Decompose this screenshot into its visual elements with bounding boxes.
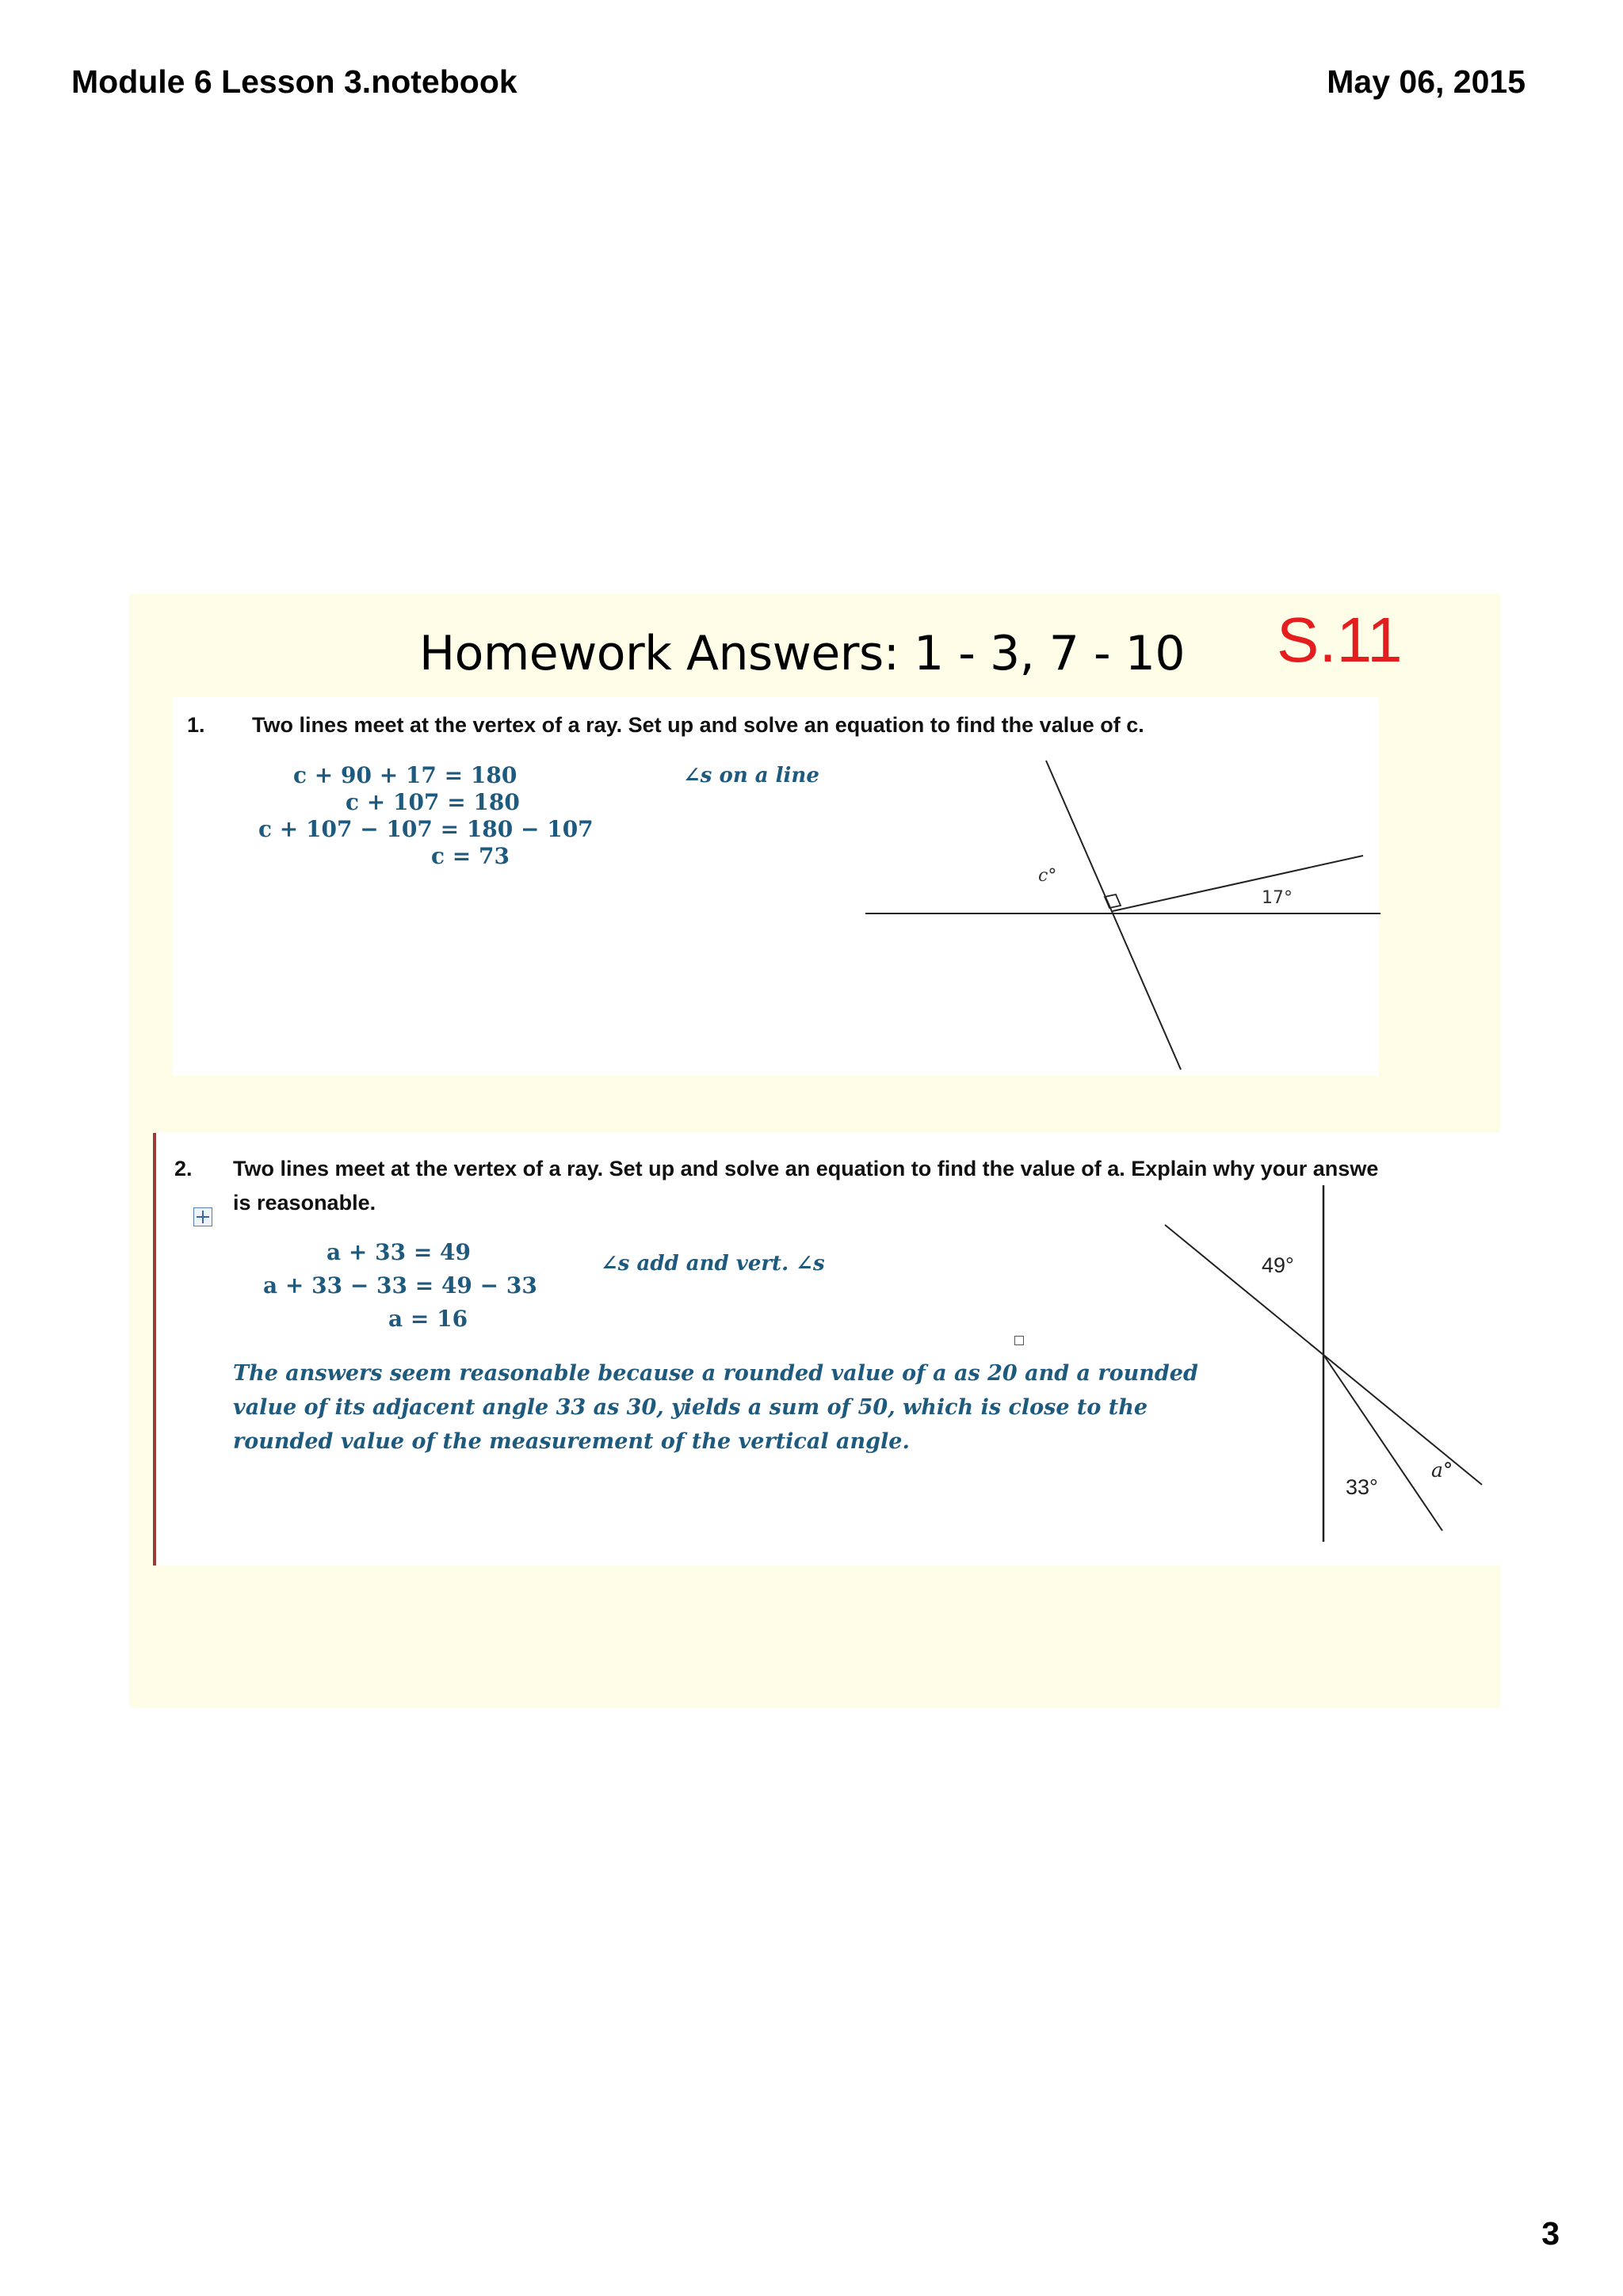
problem-2-text-continued: is reasonable. <box>233 1191 376 1215</box>
small-checkbox-icon <box>1014 1336 1024 1345</box>
problem-2-figure <box>1157 1180 1490 1553</box>
transversal-line <box>1046 761 1181 1070</box>
label-c: c° <box>1038 866 1057 886</box>
problem-1-text: Two lines meet at the vertex of a ray. Set up and solve an equation to find the value of c. <box>252 713 1144 737</box>
label-49: 49° <box>1262 1253 1294 1277</box>
problem-2-equation-1: a + 33 = 49 <box>327 1239 471 1265</box>
ray <box>1113 856 1363 911</box>
label-a: a° <box>1431 1459 1453 1482</box>
problem-2-equation-2: a + 33 − 33 = 49 − 33 <box>263 1272 537 1299</box>
problem-2-number: 2. <box>174 1157 193 1180</box>
problem-1-figure <box>856 753 1395 1077</box>
problem-2-explanation-line-1: The answers seem reasonable because a rounded value of a as 20 and a rounded <box>233 1361 1198 1386</box>
problem-2-explanation-line-3: rounded value of the measurement of the vertical angle. <box>233 1429 910 1454</box>
document-title: Module 6 Lesson 3.notebook <box>71 63 517 100</box>
right-angle-mark <box>1105 894 1121 908</box>
problem-2-reason: ∠s add and vert. ∠s <box>601 1252 825 1276</box>
problem-1-equation-3: c + 107 − 107 = 180 − 107 <box>258 816 594 842</box>
label-33: 33° <box>1346 1475 1378 1499</box>
problem-2-edge <box>153 1133 156 1566</box>
slide-title: Homework Answers: 1 - 3, 7 - 10 <box>419 626 1186 681</box>
ray <box>1323 1355 1442 1531</box>
problem-1-equation-4: c = 73 <box>431 843 510 869</box>
page-number: 3 <box>1541 2215 1560 2252</box>
problem-1-reason: ∠s on a line <box>683 764 819 788</box>
problem-2-text: Two lines meet at the vertex of a ray. Set up and solve an equation to find the value of a. Explain why your answe <box>233 1157 1379 1180</box>
problem-2-explanation-line-2: value of its adjacent angle 33 as 30, yields a sum of 50, which is close to the <box>233 1395 1148 1420</box>
slide-code: S.11 <box>1277 605 1403 675</box>
move-handle-icon[interactable] <box>193 1207 212 1226</box>
problem-1-equation-1: c + 90 + 17 = 180 <box>293 762 517 788</box>
problem-1-equation-2: c + 107 = 180 <box>346 789 520 815</box>
document-date: May 06, 2015 <box>1327 63 1526 100</box>
label-17: 17° <box>1262 888 1293 908</box>
problem-1-number: 1. <box>187 713 205 737</box>
problem-2-equation-3: a = 16 <box>388 1306 468 1332</box>
